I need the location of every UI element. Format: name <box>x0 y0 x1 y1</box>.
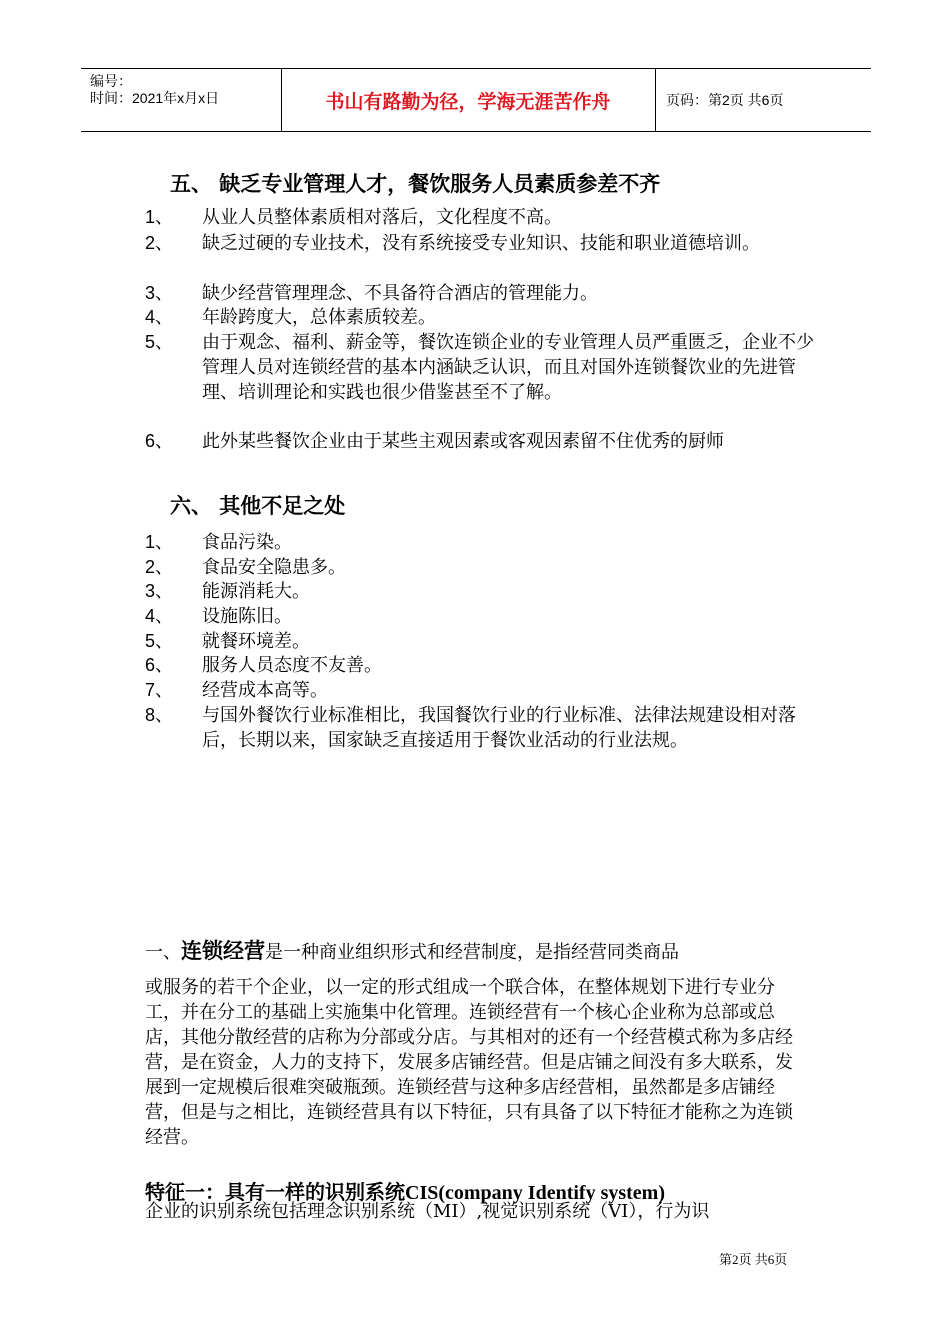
section-title: 五、 缺乏专业管理人才，餐饮服务人员素质参差不齐 <box>170 172 661 196</box>
list-text: 服务人员态度不友善。 <box>202 655 382 676</box>
page-header <box>81 68 871 132</box>
list-text: 食品污染。 <box>202 532 292 553</box>
list-number: 4、 <box>145 606 174 626</box>
chain-intro <box>145 939 810 965</box>
list-text: 能源消耗大。 <box>202 581 310 602</box>
list-text: 缺少经营管理理念、不具备符合酒店的管理能力。 <box>202 283 598 304</box>
list-number: 8、 <box>145 705 174 725</box>
list-text: 此外某些餐饮企业由于某些主观因素或客观因素留不住优秀的厨师 <box>202 431 724 452</box>
chain-lead: 是一种商业组织形式和经营制度，是指经营同类商品 <box>265 942 679 963</box>
list-number: 6、 <box>145 431 174 451</box>
feature-title: 特征一：具有一样的识别系统CIS(company Identify system) <box>145 1182 665 1204</box>
list-text: 年龄跨度大，总体素质较差。 <box>202 307 436 328</box>
list-text: 从业人员整体素质相对落后，文化程度不高。 <box>202 207 562 228</box>
list-number: 3、 <box>145 283 174 303</box>
list-number: 5、 <box>145 631 174 651</box>
list-text: 缺乏过硬的专业技术，没有系统接受专业知识、技能和职业道德培训。 <box>202 233 760 254</box>
time-label: 时间：2021年x月x日 <box>90 90 220 106</box>
list-number: 5、 <box>145 332 174 352</box>
list-text: 食品安全隐患多。 <box>202 557 346 578</box>
list-number: 2、 <box>145 557 174 577</box>
header-meta <box>81 69 281 131</box>
chain-prefix: 一、 <box>145 942 181 963</box>
feature-text: 企业的识别系统包括理念识别系统（MI）,视觉识别系统（VI），行为识 <box>145 1201 710 1222</box>
section-title: 六、 其他不足之处 <box>170 494 346 518</box>
list-number: 4、 <box>145 307 174 327</box>
chain-term: 连锁经营 <box>181 939 265 963</box>
list-number: 3、 <box>145 581 174 601</box>
header-page-label: 页码：第2页 共6页 <box>666 92 784 108</box>
list-number: 1、 <box>145 532 174 552</box>
list-text: 就餐环境差。 <box>202 631 310 652</box>
list-text: 与国外餐饮行业标准相比，我国餐饮行业的行业标准、法律法规建设相对落后，长期以来，国家缺乏直接适用于餐饮业活动的行业法规。 <box>202 705 796 751</box>
list-number: 2、 <box>145 233 174 253</box>
list-number: 7、 <box>145 680 174 700</box>
list-number: 6、 <box>145 655 174 675</box>
header-motto: 书山有路勤为径，学海无涯苦作舟 <box>325 90 611 113</box>
list-number: 1、 <box>145 207 174 227</box>
doc-number-label: 编号： <box>90 73 132 89</box>
chain-body: 或服务的若干个企业，以一定的形式组成一个联合体，在整体规划下进行专业分工，并在分工的基础上实施集中化管理。连锁经营有一个核心企业称为总部或总店，其他分散经营的店称为分部或分店。与其相对的还有一个经营模式称为多店经营，是在资金，人力的支持下，发展多店铺经营。但是店铺之间没有多大联系，发展到一定规模后很难突破瓶颈。连锁经营与这种多店经营相，虽然都是多店铺经营，但是与之相比，连锁经营具有以下特征，只有具备了以下特征才能称之为连锁经营。 <box>145 977 793 1148</box>
page-footer: 第2页 共6页 <box>719 1252 788 1267</box>
list-text: 经营成本高等。 <box>202 680 328 701</box>
list-text: 由于观念、福利、薪金等，餐饮连锁企业的专业管理人员严重匮乏，企业不少管理人员对连锁经营的基本内涵缺乏认识，而且对国外连锁餐饮业的先进管理、培训理论和实践也很少借鉴甚至不了解。 <box>202 332 814 403</box>
list-text: 设施陈旧。 <box>202 606 292 627</box>
